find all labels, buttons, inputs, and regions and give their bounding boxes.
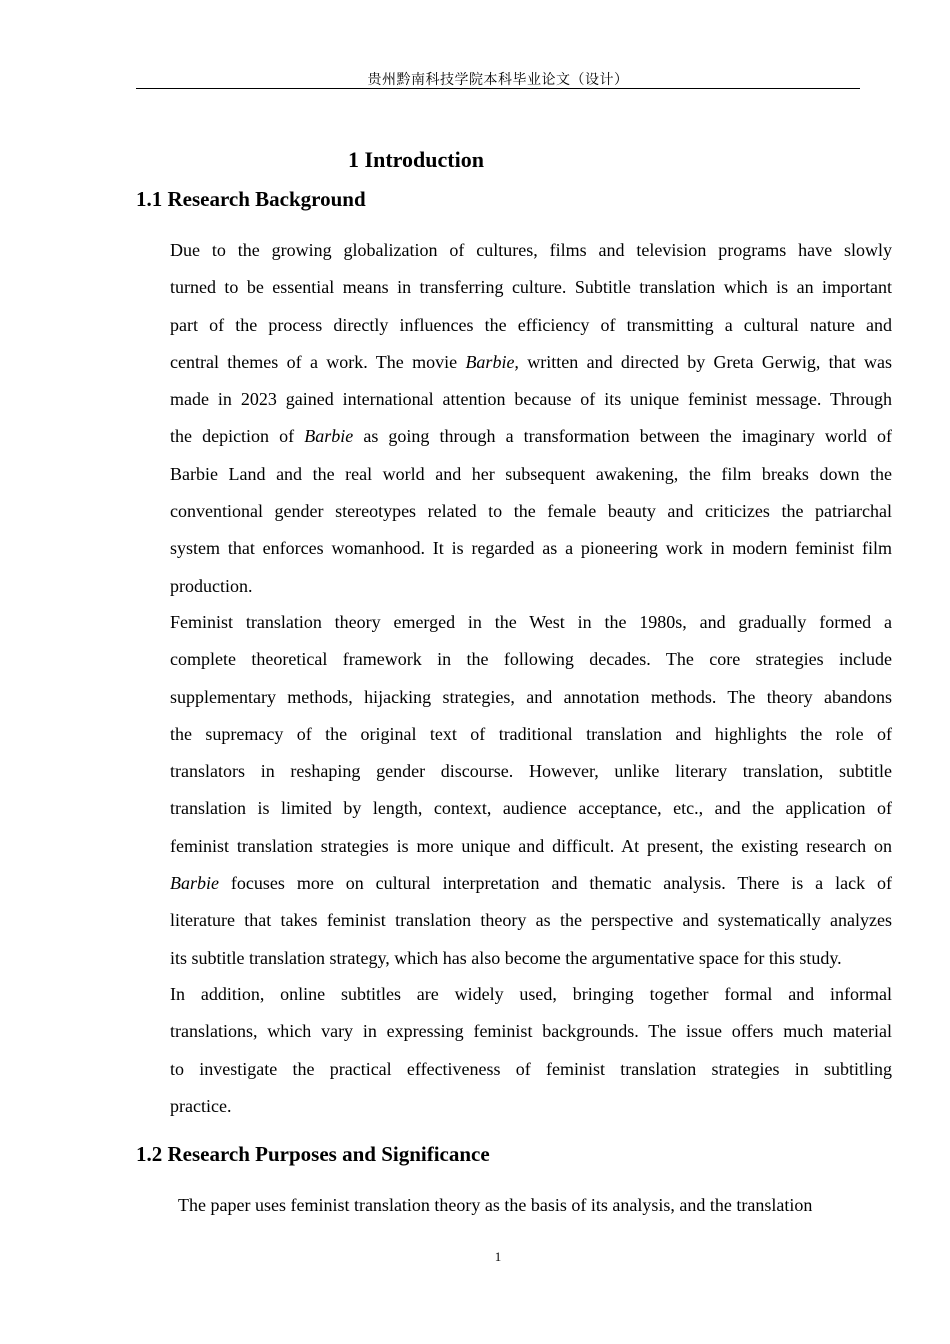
paragraph-background-1 [136, 232, 892, 605]
text-line: production. [170, 575, 253, 596]
text-run: central themes of a work. The movie [170, 351, 466, 372]
text-run: focuses more on cultural interpretation and thematic analysis. There is a lack of [219, 873, 892, 894]
chapter-title: 1 Introduction [348, 147, 484, 172]
paragraph-background-2 [136, 604, 892, 977]
paragraph-background-3 [136, 976, 892, 1125]
text-line [170, 344, 892, 381]
text-line [170, 865, 892, 902]
header-rule [136, 88, 860, 89]
film-title-italic: Barbie [304, 426, 354, 447]
text-run: as going through a transformation between the imaginary world of [353, 426, 892, 447]
text-line: Barbie Land and the real world and her subsequent awakening, the film breaks down the [170, 463, 892, 484]
text-line: its subtitle translation strategy, which has also become the argumentative space for this study. [170, 947, 842, 968]
text-line: made in 2023 gained international attention because of its unique feminist message. Through [170, 389, 892, 410]
text-line: to investigate the practical effectiveness of feminist translation strategies in subtitling [170, 1058, 892, 1079]
text-line: feminist translation strategies is more unique and difficult. At present, the existing research on [170, 835, 892, 856]
text-line: The paper uses feminist translation theory as the basis of its analysis, and the translation [178, 1195, 813, 1215]
film-title-italic: Barbie, [465, 351, 519, 372]
section-heading-research-background: 1.1 Research Background [136, 187, 366, 211]
text-line: Due to the growing globalization of cultures, films and television programs have slowly [170, 240, 892, 260]
text-line: translations, which vary in expressing feminist backgrounds. The issue offers much material [170, 1021, 892, 1042]
text-run: the depiction of [170, 426, 305, 447]
text-line: supplementary methods, hijacking strategies, and annotation methods. The theory abandons [170, 686, 892, 707]
text-line: the supremacy of the original text of traditional translation and highlights the role of [170, 723, 892, 744]
section-heading-purposes-significance: 1.2 Research Purposes and Significance [136, 1142, 490, 1166]
text-run: written and directed by Greta Gerwig, that was [518, 351, 892, 372]
text-line: Feminist translation theory emerged in the West in the 1980s, and gradually formed a [170, 612, 892, 632]
text-line: translators in reshaping gender discourse. However, unlike literary translation, subtitle [170, 761, 892, 782]
page-number: 1 [494, 1249, 502, 1264]
text-line: conventional gender stereotypes related to the female beauty and criticizes the patriarchal [170, 501, 892, 522]
text-line: system that enforces womanhood. It is regarded as a pioneering work in modern feminist film [170, 538, 892, 559]
text-line [170, 418, 892, 455]
text-line: practice. [170, 1095, 232, 1116]
text-line: literature that takes feminist translation theory as the perspective and systematically analyzes [170, 910, 892, 931]
text-line: translation is limited by length, context, audience acceptance, etc., and the application of [170, 798, 892, 819]
text-line: turned to be essential means in transferring culture. Subtitle translation which is an important [170, 277, 892, 298]
text-line: In addition, online subtitles are widely used, bringing together formal and informal [170, 984, 892, 1004]
text-line: part of the process directly influences the efficiency of transmitting a cultural nature and [170, 314, 892, 335]
running-header: 贵州黔南科技学院本科毕业论文（设计） [367, 72, 629, 88]
film-title-italic: Barbie [170, 873, 219, 894]
paragraph-purposes-1 [136, 1187, 900, 1224]
text-line: complete theoretical framework in the following decades. The core strategies include [170, 649, 892, 670]
